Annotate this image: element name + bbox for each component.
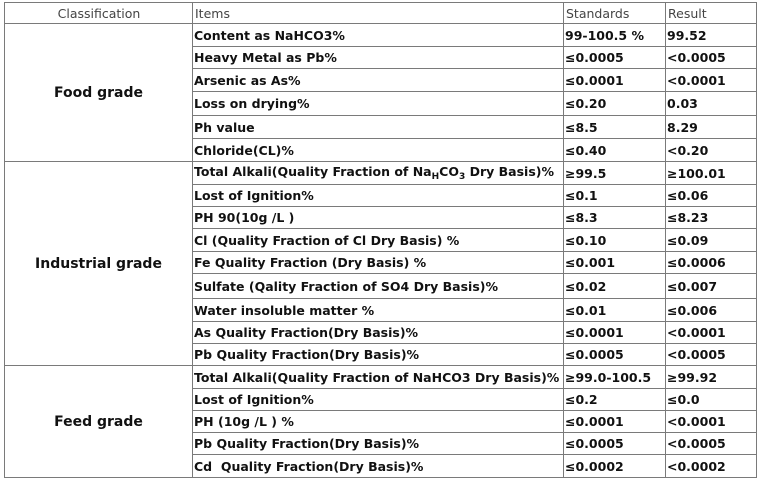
- standard-cell: ≤0.0001: [564, 411, 666, 433]
- result-cell: 8.29: [666, 116, 757, 139]
- table-row: [5, 162, 757, 185]
- item-text-pre: Total Alkali(Quality Fraction of Na: [194, 164, 432, 179]
- standard-cell: ≤0.10: [564, 229, 666, 252]
- standard-cell: ≤8.3: [564, 207, 666, 229]
- item-text-post: Dry Basis)%: [465, 164, 555, 179]
- item-cell: Cl (Quality Fraction of Cl Dry Basis) %: [193, 229, 564, 252]
- result-cell: <0.0005: [666, 433, 757, 455]
- result-cell: ≤0.06: [666, 185, 757, 207]
- result-cell: <0.0001: [666, 322, 757, 344]
- item-cell: Cd Quality Fraction(Dry Basis)%: [193, 455, 564, 478]
- result-cell: <0.20: [666, 139, 757, 162]
- table-row: [5, 24, 757, 47]
- item-cell: Fe Quality Fraction (Dry Basis) %: [193, 252, 564, 274]
- item-cell: Content as NaHCO3%: [193, 24, 564, 47]
- standard-cell: ≤0.0005: [564, 433, 666, 455]
- item-cell: Ph value: [193, 116, 564, 139]
- result-cell: ≥100.01: [666, 162, 757, 185]
- result-cell: <0.0001: [666, 411, 757, 433]
- standard-cell: ≤8.5: [564, 116, 666, 139]
- result-cell: 99.52: [666, 24, 757, 47]
- table-row: [5, 366, 757, 389]
- item-text-mid: CO: [439, 164, 459, 179]
- result-cell: ≤0.0: [666, 389, 757, 411]
- item-cell: PH 90(10g /L ): [193, 207, 564, 229]
- standard-cell: ≤0.0001: [564, 69, 666, 92]
- result-cell: ≥99.92: [666, 366, 757, 389]
- result-cell: ≤0.007: [666, 274, 757, 299]
- item-cell: Pb Quality Fraction(Dry Basis)%: [193, 433, 564, 455]
- result-cell: <0.0001: [666, 69, 757, 92]
- item-cell: Total Alkali(Quality Fraction of NaHCO3 Dry Basis)%: [193, 366, 564, 389]
- standard-cell: 99-100.5 %: [564, 24, 666, 47]
- result-cell: 0.03: [666, 92, 757, 116]
- result-cell: ≤0.0006: [666, 252, 757, 274]
- item-cell: Water insoluble matter %: [193, 299, 564, 322]
- standard-cell: ≤0.02: [564, 274, 666, 299]
- standard-cell: ≤0.20: [564, 92, 666, 116]
- standard-cell: ≤0.001: [564, 252, 666, 274]
- item-cell: [193, 162, 564, 185]
- item-cell: Loss on drying%: [193, 92, 564, 116]
- grade-label-industrial: Industrial grade: [5, 162, 193, 366]
- item-subscript-h: H: [431, 172, 440, 182]
- item-cell: As Quality Fraction(Dry Basis)%: [193, 322, 564, 344]
- result-cell: ≤0.09: [666, 229, 757, 252]
- item-cell: PH (10g /L ) %: [193, 411, 564, 433]
- item-cell: Lost of Ignition%: [193, 185, 564, 207]
- result-cell: <0.0002: [666, 455, 757, 478]
- header-result: Result: [666, 3, 757, 24]
- result-cell: <0.0005: [666, 47, 757, 69]
- header-standards: Standards: [564, 3, 666, 24]
- standard-cell: ≤0.40: [564, 139, 666, 162]
- item-cell: Arsenic as As%: [193, 69, 564, 92]
- item-cell: Heavy Metal as Pb%: [193, 47, 564, 69]
- standard-cell: ≤0.2: [564, 389, 666, 411]
- standard-cell: ≥99.5: [564, 162, 666, 185]
- standard-cell: ≤0.0005: [564, 47, 666, 69]
- grade-label-food: Food grade: [5, 24, 193, 162]
- item-subscript-3: 3: [458, 172, 466, 182]
- item-cell: Pb Quality Fraction(Dry Basis)%: [193, 344, 564, 366]
- result-cell: ≤0.006: [666, 299, 757, 322]
- standard-cell: ≤0.0001: [564, 322, 666, 344]
- item-cell: Chloride(CL)%: [193, 139, 564, 162]
- result-cell: <0.0005: [666, 344, 757, 366]
- standard-cell: ≥99.0-100.5: [564, 366, 666, 389]
- standard-cell: ≤0.01: [564, 299, 666, 322]
- header-row: [5, 3, 757, 24]
- specification-table: [4, 2, 757, 478]
- standard-cell: ≤0.0002: [564, 455, 666, 478]
- item-cell: Sulfate (Qality Fraction of SO4 Dry Basis)%: [193, 274, 564, 299]
- grade-label-feed: Feed grade: [5, 366, 193, 478]
- standard-cell: ≤0.1: [564, 185, 666, 207]
- result-cell: ≤8.23: [666, 207, 757, 229]
- standard-cell: ≤0.0005: [564, 344, 666, 366]
- item-cell: Lost of Ignition%: [193, 389, 564, 411]
- header-classification: Classification: [5, 3, 193, 24]
- header-items: Items: [193, 3, 564, 24]
